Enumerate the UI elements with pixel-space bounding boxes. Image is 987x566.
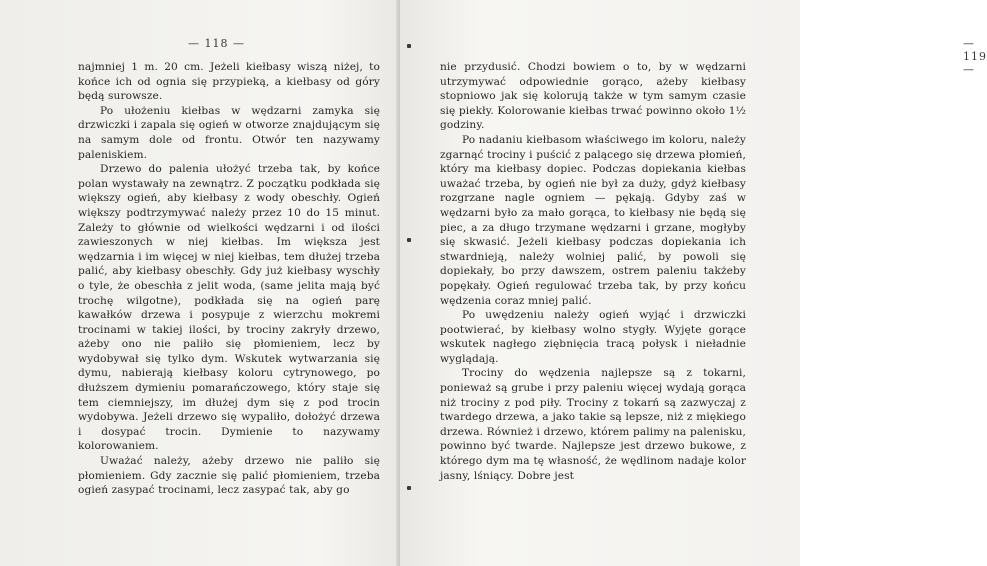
paragraph: Uważać należy, ażeby drzewo nie paliło się płomieniem. Gdy zacznie się palić płomieniem, trzeba ogień zasypać trocinami, lecz zasypać tak, aby go <box>78 455 380 497</box>
left-page-text <box>78 60 380 498</box>
paragraph: Po nadaniu kiełbasom właściwego im koloru, należy zgarnąć trociny i puścić z palącego się drzewa płomień, który ma kiełbasy dopiec. Podczas dopiekania kiełbas uważać trzeba, by ogień nie był za duży, gdyż kiełbasy rozgrzane nagle ogniem — pękają. Gdyby zaś w wędzarni było za mało gorąca, to kiełbasy nie będą się piec, a za długo trzymane wędzarni i grzane, mogłyby się skwasić. Jeżeli kiełbasy podczas dopiekania ich stwardnieją, należy wolniej palić, by powoli się dopiekały, bo przy dawszem, ostrem paleniu takżeby popękały. Ogień regulować trzeba tak, by przy końcu wędzenia coraz mniej palić. <box>440 133 746 307</box>
binding-mark <box>407 44 411 48</box>
right-page-text <box>440 60 746 483</box>
paragraph: Drzewo do palenia ułożyć trzeba tak, by końce polan wystawały na zewnątrz. Z początku podkłada się większy ogień, aby kiełbasy z wody obeschły. Ogień większy podtrzymywać należy przez 10 do 15 minut. Zależy to głównie od wielkości wędzarni i od ilości zawieszonych w niej kiełbas. Im większa jest wędzarnia i im więcej w niej kiełbas, tem dłużej trzeba palić, aby kiełbasy obeschły. Gdy już kiełbasy wyschły o tyle, że obeschła z jelit woda, (same jelita mają być trochę wilgotne), podkłada się na ogień parę kawałków drzewa i posypuje z wierzchu mokremi trocinami w takiej ilości, by trociny zakryły drzewo, ażeby ono nie paliło się płomieniem, lecz by wydobywał się tylko dym. Wskutek wytwarzania się dymu, nabierają kiełbasy koloru cytrynowego, po dłuższem dymieniu pomarańczowego, który staje się tem ciemniejszy, im dłużej dym się z pod trocin wydobywa. Jeżeli drzewo się wypaliło, dołożyć drzewa i dosypać trocin. Dymienie to nazywamy kolorowaniem. <box>78 163 380 453</box>
right-page <box>400 0 987 566</box>
paragraph: Po uwędzeniu należy ogień wyjąć i drzwiczki pootwierać, by kiełbasy wolno stygły. Wyjęte gorące wskutek nagłego ziębnięcia tracą połysk i nieładnie wyglądają. <box>440 309 746 365</box>
page-number-left: — 118 — <box>188 37 245 50</box>
paragraph: Po ułożeniu kiełbas w wędzarni zamyka się drzwiczki i zapala się ogień w otworze znajdującym się na samym dole od frontu. Otwór ten nazywamy paleniskiem. <box>78 104 380 161</box>
paragraph: Trociny do wędzenia najlepsze są z tokarni, ponieważ są grube i przy paleniu więcej wydają gorąca niż trociny z pod piły. Trociny z tokarń są zazwyczaj z twardego drzewa, a jako takie są lepsze, niż z miękiego drzewa. Również i drzewo, którem palimy na palenisku, powinno być twarde. Najlepsze jest drzewo bukowe, z którego dym ma tę własność, że wędlinom nadaje kolor jasny, lśniący. Dobre jest <box>440 367 746 482</box>
page-number-right: — 119 — <box>963 37 987 76</box>
binding-mark <box>407 238 411 242</box>
paragraph: nie przydusić. Chodzi bowiem o to, by w wędzarni utrzymywać odpowiednie gorąco, ażeby kiełbasy stopniowo jak się kolorują także w tym samym czasie się piekły. Kolorowanie kiełbas trwać powinno około 1½ godziny. <box>440 61 746 132</box>
paragraph: najmniej 1 m. 20 cm. Jeżeli kiełbasy wiszą niżej, to końce ich od ognia się przypieką, a kiełbasy od góry będą surowsze. <box>78 61 380 103</box>
left-page <box>0 0 400 566</box>
binding-mark <box>407 486 411 490</box>
